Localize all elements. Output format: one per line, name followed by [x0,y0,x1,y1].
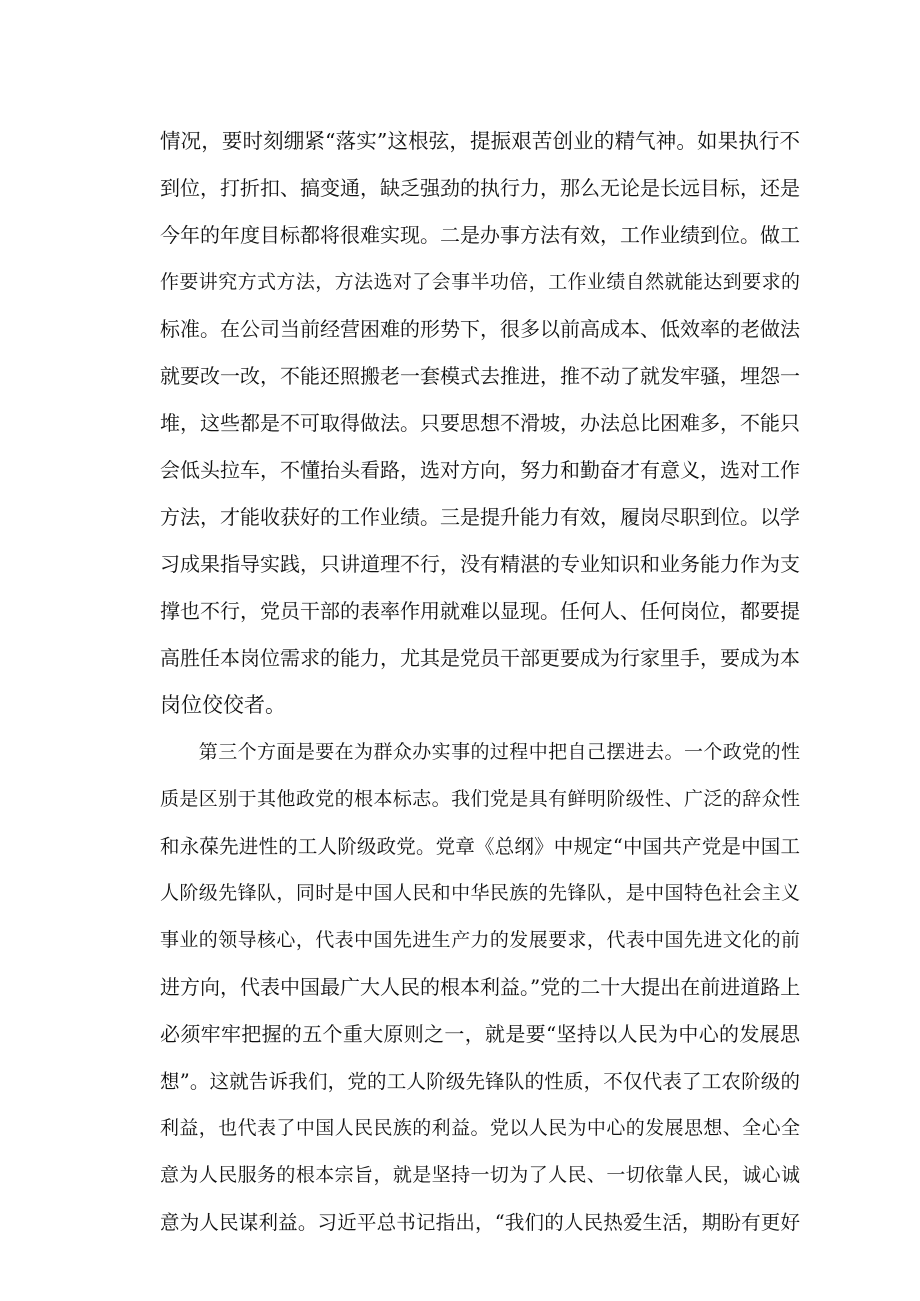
text-line: 会低头拉车，不懂抬头看路，选对方向，努力和勤奋才有意义，选对工作 [160,458,800,482]
text-line: 和永葆先进性的工人阶级政党。党章《总纲》中规定“中国共产党是中国工 [160,835,800,858]
body-text [160,118,800,1246]
text-line: 意为人民服务的根本宗旨，就是坚持一切为了人民、一切依靠人民，诚心诚 [160,1164,800,1186]
text-line: 就要改一改，不能还照搬老一套模式去推进，推不动了就发牢骚，埋怨一 [160,364,800,388]
text-line: 进方向，代表中国最广大人民的根本利益。”党的二十大提出在前进道路上 [160,975,801,999]
text-line: 标准。在公司当前经营困难的形势下，很多以前高成本、低效率的老做法 [160,317,800,341]
text-line: 方法，才能收获好的工作业绩。三是提升能力有效，履岗尽职到位。以学 [160,505,800,529]
text-line: 必须牢牢把握的五个重大原则之一，就是要“坚持以人民为中心的发展思 [160,1022,800,1046]
text-line: 今年的年度目标都将很难实现。二是办事方法有效，工作业绩到位。做工 [160,223,800,247]
text-line: 想”。这就告诉我们，党的工人阶级先锋队的性质，不仅代表了工农阶级的 [160,1070,800,1093]
text-line: 高胜任本岗位需求的能力，尤其是党员干部更要成为行家里手，要成为本 [160,646,800,670]
text-line: 第三个方面是要在为群众办实事的过程中把自己摆进去。一个政党的性 [160,741,800,763]
text-line: 利益，也代表了中国人民民族的利益。党以人民为中心的发展思想、全心全 [160,1117,800,1139]
text-line: 到位，打折扣、搞变通，缺乏强劲的执行力，那么无论是长远目标，还是 [160,176,800,200]
text-line: 作要讲究方式方法，方法选对了会事半功倍，工作业绩自然就能达到要求的 [160,271,800,293]
text-line: 情况，要时刻绷紧“落实”这根弦，提振艰苦创业的精气神。如果执行不 [160,129,800,153]
text-line: 撑也不行，党员干部的表率作用就难以显现。任何人、任何岗位，都要提 [160,599,800,623]
text-line: 人阶级先锋队，同时是中国人民和中华民族的先锋队，是中国特色社会主义 [160,882,800,904]
text-line: 岗位佼佼者。 [160,693,286,717]
text-line: 质是区别于其他政党的根本标志。我们党是具有鲜明阶级性、广泛的辞众性 [160,788,800,810]
text-line: 堆，这些都是不可取得做法。只要思想不滑坡，办法总比困难多，不能只 [160,411,800,435]
text-line: 意为人民谋利益。习近平总书记指出，“我们的人民热爱生活，期盼有更好 [160,1211,800,1234]
text-line: 习成果指导实践，只讲道理不行，没有精湛的专业知识和业务能力作为支 [160,552,800,576]
text-line: 事业的领导核心，代表中国先进生产力的发展要求，代表中国先进文化的前 [160,929,800,951]
